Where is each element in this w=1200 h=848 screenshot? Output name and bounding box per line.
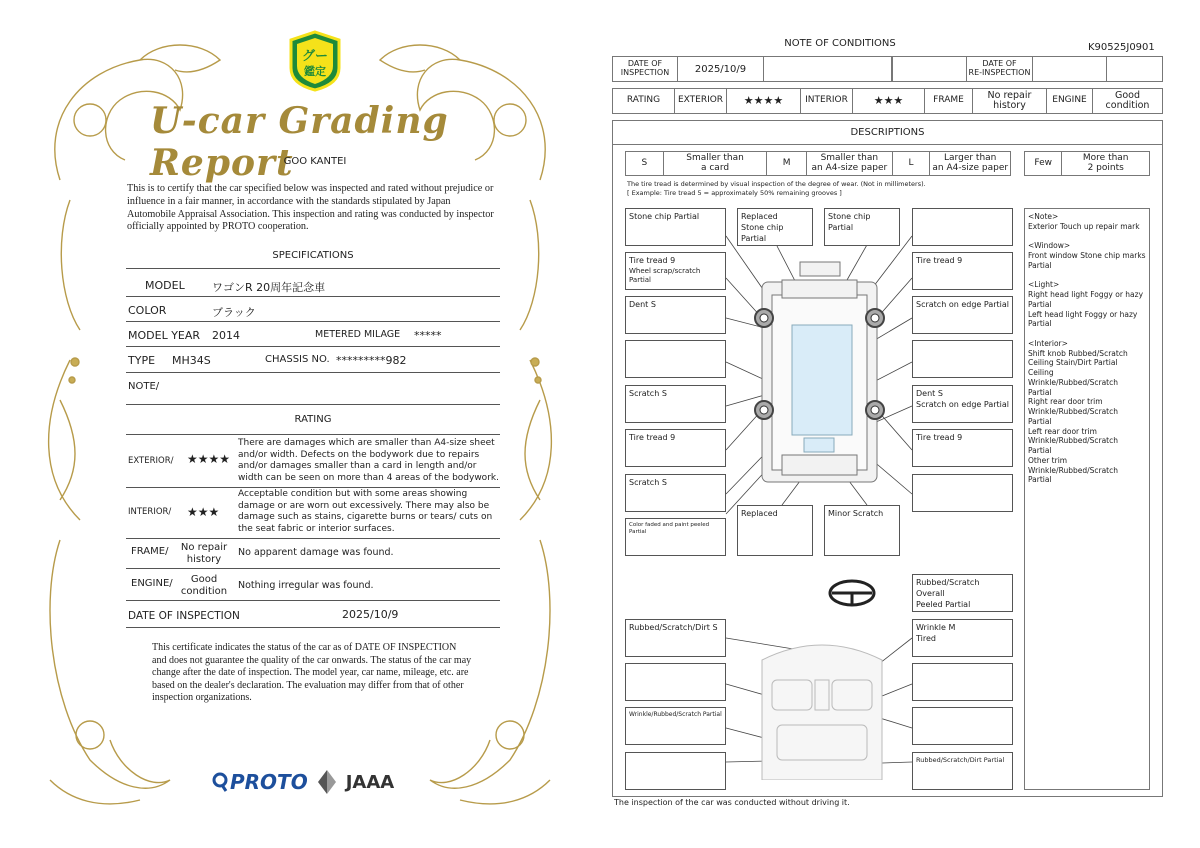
note-line: Wrinkle/Rubbed/Scratch (1028, 436, 1118, 446)
exterior-label: EXTERIOR/ (128, 456, 174, 466)
interior-stars-r: ★★★ (853, 89, 925, 113)
damage-box-h2: Replaced (737, 505, 813, 556)
note-line: Ceiling Stain/Dirt Partial (1028, 358, 1118, 368)
mileage-label: METERED MILAGE (315, 329, 401, 340)
notes-title: NOTE OF CONDITIONS (784, 38, 896, 49)
damage-box-c1: Dent S (625, 296, 726, 334)
note-line: Right head light Foggy or hazy Partial (1028, 290, 1144, 309)
document-code: K90525J0901 (1088, 42, 1155, 53)
note-line: Other trim (1028, 455, 1068, 465)
damage-box-j1: Rubbed/Scratch/Dirt S (625, 619, 726, 657)
specifications-heading: SPECIFICATIONS (272, 250, 354, 261)
model-value: ワゴンR 20周年記念車 (212, 281, 326, 294)
note-line: Exterior Touch up repair mark (1028, 221, 1140, 231)
damage-box-a1: Stone chip Partial (625, 208, 726, 246)
frame-label: FRAME/ (131, 546, 169, 557)
damage-box-i4: Rubbed/Scratch Overall Peeled Partial (912, 574, 1013, 612)
rating-heading: RATING (294, 414, 332, 425)
note-line (1028, 271, 1146, 281)
inspection-date-value: 2025/10/9 (342, 608, 399, 621)
svg-text:グー: グー (301, 49, 329, 64)
damage-box-c4: Scratch on edge Partial (912, 296, 1013, 334)
damage-box-d4 (912, 340, 1013, 378)
exterior-stars-r: ★★★★ (727, 89, 801, 113)
tire-note-2: [ Example: Tire tread 5 = approximately 50% remaining grooves ] (627, 189, 842, 197)
damage-box-f4: Tire tread 9 (912, 429, 1013, 467)
mileage-value: ***** (414, 329, 442, 342)
note-line: Partial (1028, 446, 1052, 455)
model-year-label: MODEL YEAR (128, 329, 201, 342)
model-year-value: 2014 (212, 329, 240, 342)
engine-value-1: Good (190, 574, 218, 585)
engine-value-2: condition (180, 586, 228, 597)
interior-label: INTERIOR/ (128, 507, 172, 517)
inspection-footer: The inspection of the car was conducted without driving it. (614, 798, 850, 807)
exterior-stars: ★★★★ (187, 452, 231, 466)
interior-stars: ★★★ (187, 505, 220, 519)
interior-description: Acceptable condition but with some areas showing damage or are worn out excessively. There may also be damage such as stains, cigarette burns or tears/ cuts on the seat fabric or interior surfaces. (238, 489, 493, 535)
note-line: Partial (1028, 387, 1052, 397)
type-value: MH34S (172, 354, 211, 367)
few-legend: Few More than 2 points (1024, 151, 1150, 176)
steering-wheel-icon (830, 581, 874, 605)
color-label: COLOR (128, 304, 167, 317)
type-label: TYPE (128, 354, 156, 367)
damage-box-e1: Scratch S (625, 385, 726, 423)
damage-box-k1 (625, 663, 726, 701)
size-legend: S Smaller than a card M Smaller than an A4-size paper L Larger than an A4-size paper (625, 151, 1011, 176)
certificate-footer: This certificate indicates the status of the car as of DATE OF INSPECTION and does not guarantee the quality of the car onwards. The status of the car may change after the date of inspection. The model year, car name, mileage, etc. are based on the dealer's declaration. The evaluation may differ from that of other inspection organizations. (152, 642, 472, 703)
damage-box-l4 (912, 707, 1013, 745)
note-line: <Interior> (1028, 338, 1068, 348)
damage-box-a2: Replaced Stone chip Partial (737, 208, 813, 246)
engine-description: Nothing irregular was found. (238, 580, 374, 591)
inspection-date: 2025/10/9 (678, 57, 764, 81)
note-line (1028, 329, 1146, 339)
color-value: ブラック (212, 306, 256, 319)
damage-box-l1: Wrinkle/Rubbed/Scratch Partial (625, 707, 726, 745)
frame-value-2: history (186, 554, 222, 565)
note-line: <Note> (1028, 212, 1059, 221)
notes-list (1028, 212, 1146, 485)
note-line: Right rear door trim (1028, 397, 1103, 407)
frame-value-1: No repair (180, 542, 228, 553)
note-line: Shift knob Rubbed/Scratch (1028, 348, 1128, 358)
note-line: Left head light Foggy or hazy Partial (1028, 309, 1138, 329)
note-line: Front window Stone chip marks Partial (1028, 251, 1146, 270)
damage-box-b4: Tire tread 9 (912, 252, 1013, 290)
note-line: Partial (1028, 416, 1052, 426)
model-label: MODEL (145, 279, 185, 292)
damage-box-e4: Dent S Scratch on edge Partial (912, 385, 1013, 423)
damage-box-h1: Color faded and paint peeled Partial (625, 518, 726, 556)
inspection-date-label: DATE OF INSPECTION (128, 610, 240, 622)
damage-box-k4 (912, 663, 1013, 701)
note-line: Wrinkle/Rubbed/Scratch (1028, 377, 1118, 387)
damage-box-m4: Rubbed/Scratch/Dirt Partial (912, 752, 1013, 790)
descriptions-heading: DESCRIPTIONS (612, 120, 1163, 145)
proto-brand: PROTO (230, 770, 308, 794)
note-line: <Window> (1028, 241, 1071, 251)
jaaa-emblem-icon (318, 770, 336, 794)
damage-box-h3: Minor Scratch (824, 505, 900, 556)
note-line: Wrinkle/Rubbed/Scratch (1028, 465, 1118, 475)
certification-text: This is to certify that the car specified below was inspected and rated without prejudice or influence in a fair manner, in accordance with the standards stipulated by Japan Automobile Appraisal Association. This inspection and rating was conducted by inspector officially appointed by PROTO cooperation. (127, 183, 494, 233)
damage-box-g4 (912, 474, 1013, 512)
damage-box-j4: Wrinkle M Tired (912, 619, 1013, 657)
chassis-value: *********982 (336, 354, 407, 367)
damage-box-d1 (625, 340, 726, 378)
note-line: Wrinkle/Rubbed/Scratch (1028, 407, 1118, 416)
proto-q-icon (212, 771, 228, 793)
date-row: DATE OF INSPECTION 2025/10/9 DATE OF RE-INSPECTION (612, 56, 1163, 82)
note-line: <Light> (1028, 280, 1060, 290)
chassis-label: CHASSIS NO. (265, 354, 330, 365)
damage-box-b1: Tire tread 9 Wheel scrap/scratch Partial (625, 252, 726, 290)
tire-note-1: The tire tread is determined by visual inspection of the degree of wear. (Not in millimeters). (627, 180, 926, 188)
frame-description: No apparent damage was found. (238, 547, 394, 558)
notes-column (1024, 208, 1150, 790)
damage-box-a3: Stone chip Partial (824, 208, 900, 246)
damage-box-a4 (912, 208, 1013, 246)
report-subtitle: GOO KANTEI (283, 156, 347, 167)
brand-logos (212, 770, 394, 794)
jaaa-brand: JAAA (345, 771, 395, 793)
note-line: Left rear door trim (1028, 426, 1097, 436)
note-line: Partial (1028, 475, 1052, 485)
svg-text:鑑定: 鑑定 (304, 65, 326, 78)
report-title: U-car Grading Report (150, 100, 449, 184)
damage-box-g1: Scratch S (625, 474, 726, 512)
damage-box-m1 (625, 752, 726, 790)
note-line: Ceiling (1028, 368, 1054, 377)
exterior-description: There are damages which are smaller than A4-size sheet and/or width. Defects on the bodywork due to repairs and/or damages smaller than a card in length and/or width can be seen on more than 4 areas of the bodywork. (238, 438, 499, 484)
rating-row: RATING EXTERIOR ★★★★ INTERIOR ★★★ FRAME No repair history ENGINE Good condition (612, 88, 1163, 114)
engine-label: ENGINE/ (131, 578, 173, 589)
note-label: NOTE/ (128, 381, 160, 392)
note-line (1028, 232, 1146, 242)
goo-kantei-logo (287, 30, 343, 92)
damage-box-f1: Tire tread 9 (625, 429, 726, 467)
